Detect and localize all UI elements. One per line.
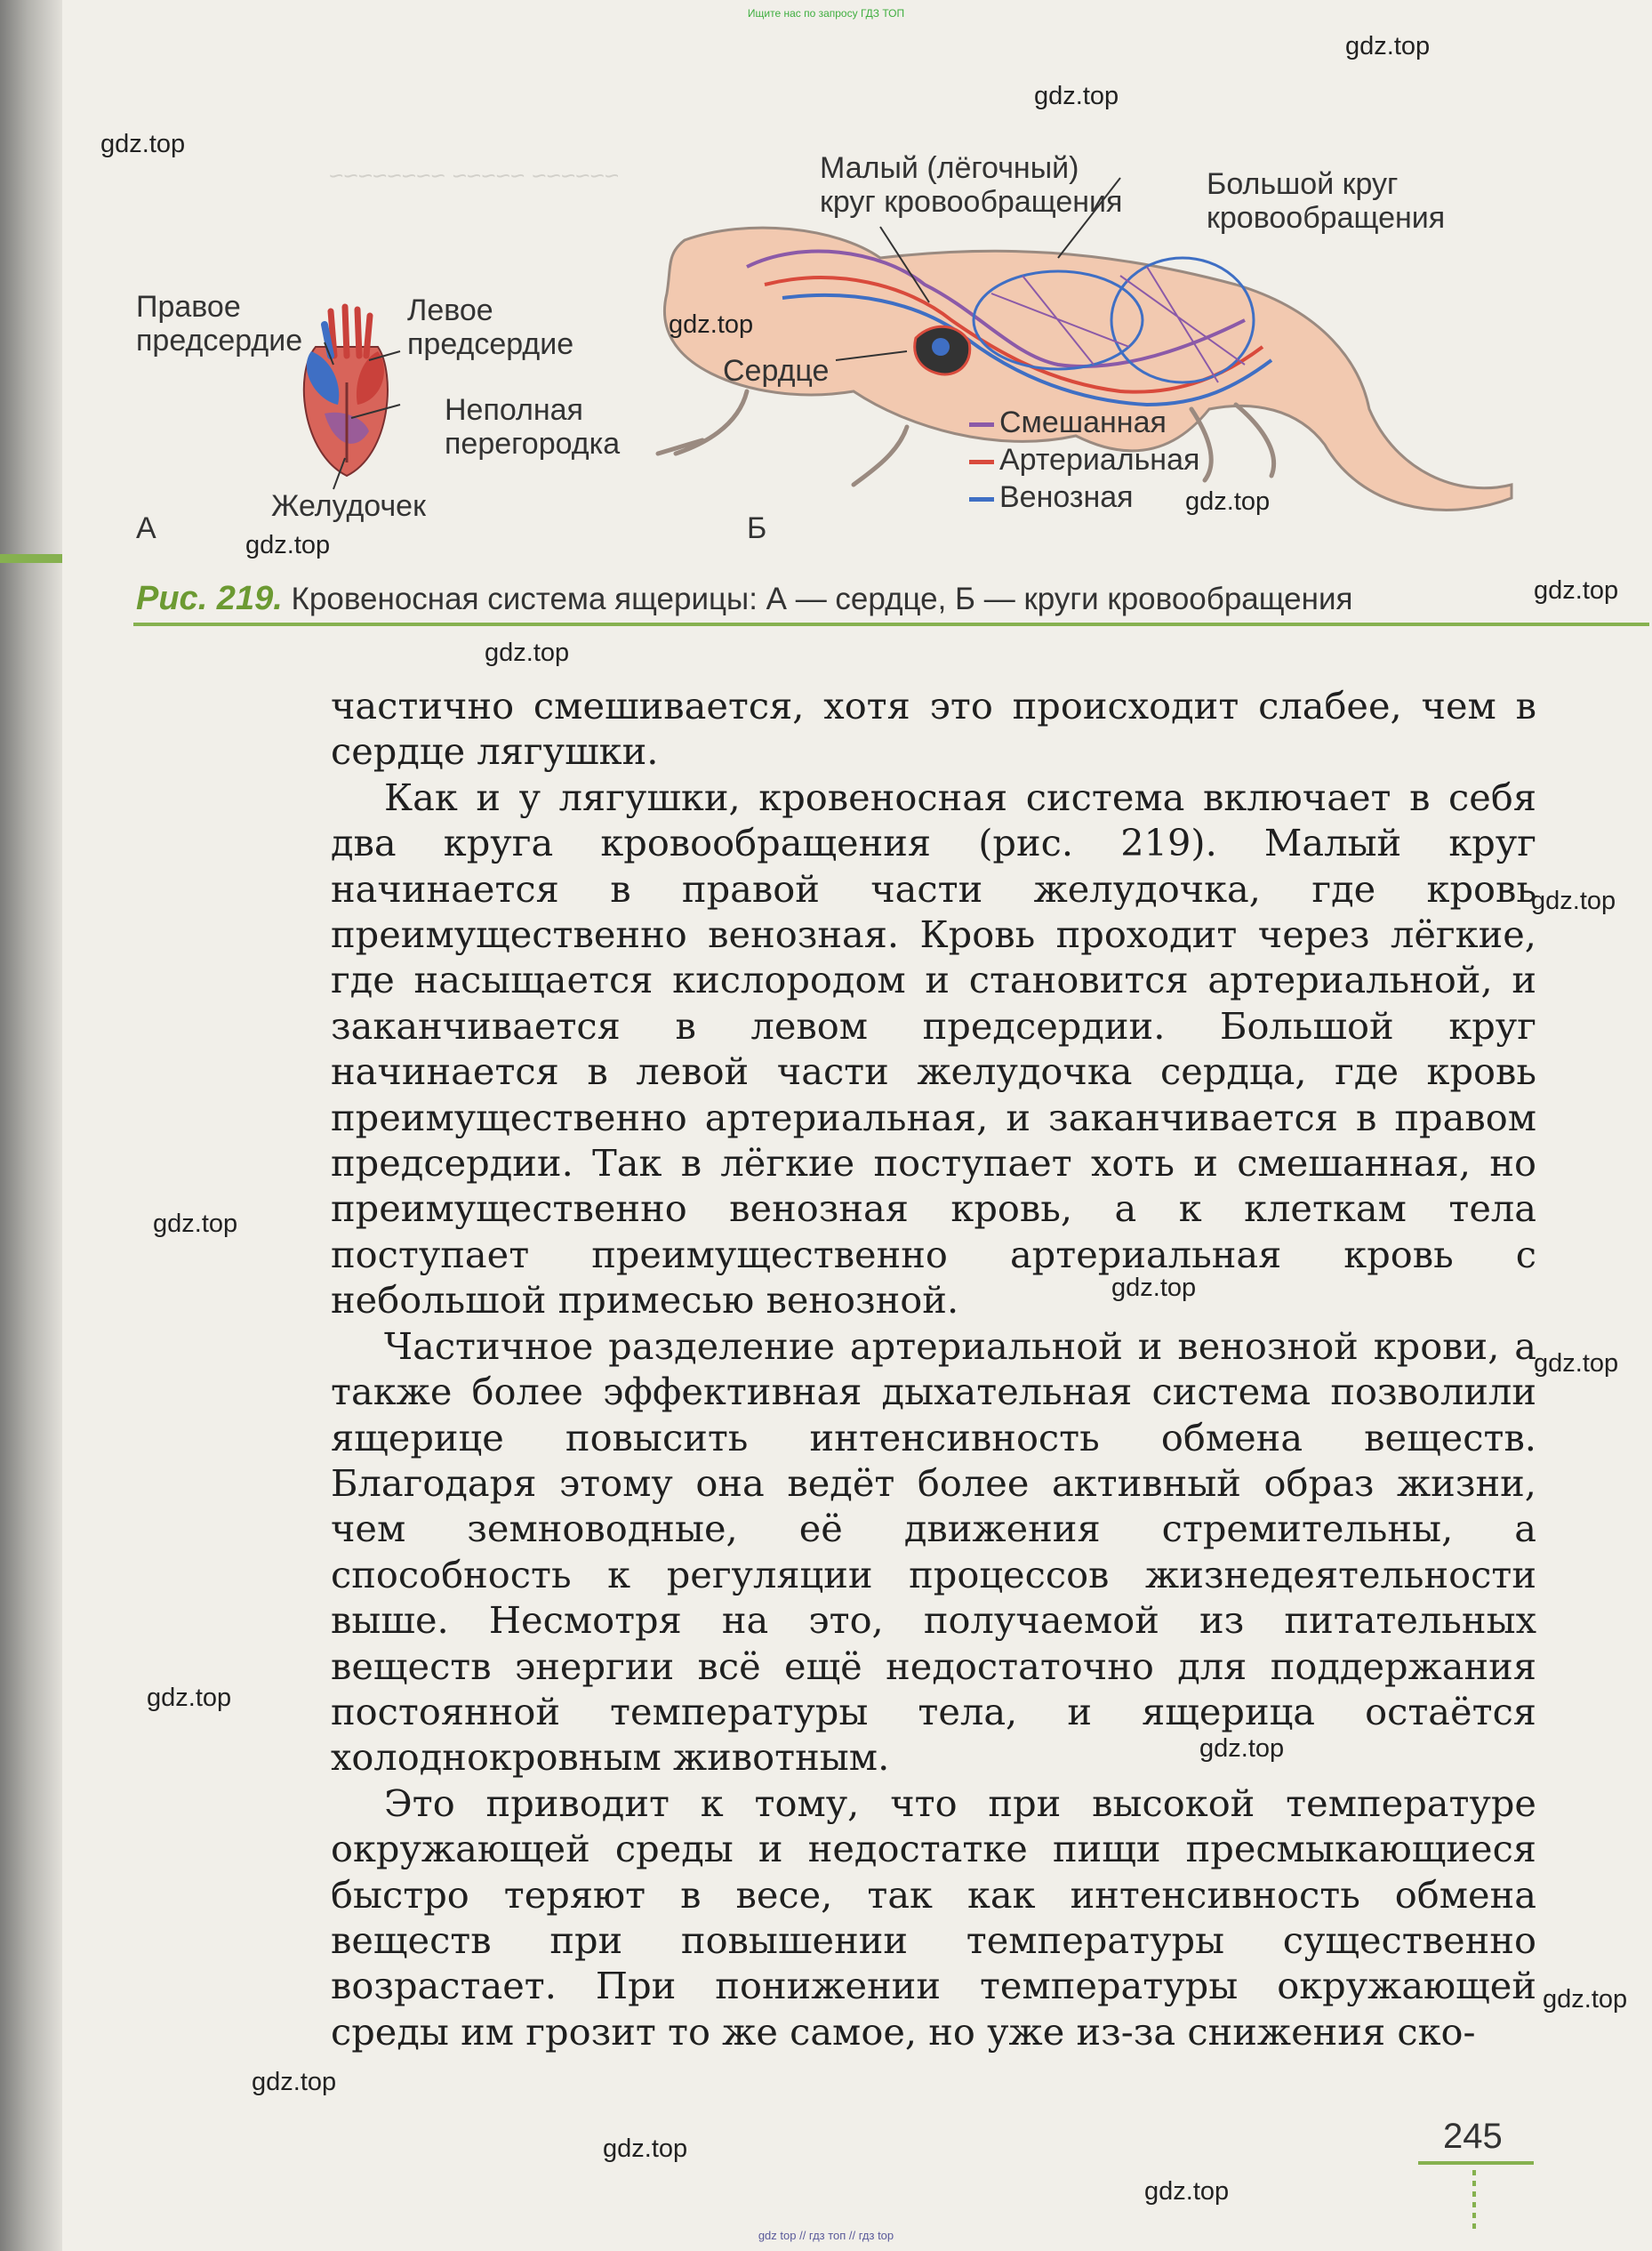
- legend-swatch: [969, 422, 994, 427]
- label-part-b: Б: [747, 511, 767, 545]
- heart-diagram-icon: [304, 307, 388, 476]
- page-number: 245: [1443, 2117, 1503, 2156]
- label-left-atrium: Левое предсердие: [407, 293, 574, 361]
- legend-swatch: [969, 460, 994, 464]
- bottom-banner: gdz top // гдз топ // гдз top: [758, 2229, 894, 2242]
- watermark: gdz.top: [1034, 82, 1119, 110]
- watermark: gdz.top: [1185, 487, 1271, 516]
- book-spine-shadow: [0, 0, 62, 2251]
- watermark: gdz.top: [153, 1210, 238, 1238]
- watermark: gdz.top: [603, 2134, 688, 2163]
- watermark: gdz.top: [669, 310, 754, 339]
- caption-divider: [133, 623, 1649, 626]
- watermark: gdz.top: [1531, 887, 1616, 915]
- paragraph: Это приводит к тому, что при высокой температуре окружающей среды и недостатке пищи пресмыкающиеся быстро теряют в весе, так как интенсивность обмена веществ при повышении температуры существенно возрастает. При понижении температуры окружающей среды им грозит то же самое, но уже из-за снижения ско-: [331, 1781, 1536, 2054]
- watermark: gdz.top: [1534, 1349, 1619, 1378]
- label-systemic-circuit: Большой круг кровообращения: [1207, 167, 1446, 235]
- paragraph: Как и у лягушки, кровеносная система включает в себя два круга кровообращения (рис. 219). Малый круг начинается в правой части желудочка, где кровь преимущественно венозная. Кровь проходит через лёгкие, где насыщается кислородом и становится артериальной, и заканчивается в левом предсердии. Большой круг начинается в левой части желудочка сердца, где кровь преимущественно артериальная, и заканчивается в правом предсердии. Так в лёгкие поступает хоть и смешанная, но преимущественно венозная кровь, а к клеткам тела поступает преимущественно артериальная кровь с небольшой примесью венозной.: [331, 775, 1536, 1322]
- figure-number: Рис. 219.: [136, 580, 283, 617]
- label-part-a: А: [136, 511, 156, 545]
- watermark: gdz.top: [1111, 1274, 1197, 1302]
- show-through: ~~~~~~ ~~~~~ ~~~~~~~~: [329, 162, 620, 189]
- paragraph: Частичное разделение артериальной и венозной крови, а также более эффективная дыхательная система позволили ящерице повысить интенсивность обмена веществ. Благодаря этому она ведёт более активный образ жизни, чем земноводные, её движения стремительны, а способность к регуляции процессов жизнедеятельности выше. Несмотря на это, получаемой из питательных веществ энергии всё ещё недостаточно для поддержания постоянной температуры тела, и ящерица остаётся холоднокровным животным.: [331, 1323, 1536, 1780]
- label-heart: Сердце: [723, 354, 830, 388]
- label-ventricle: Желудочек: [271, 489, 426, 523]
- page-number-rule: [1418, 2161, 1534, 2165]
- top-banner: Ищите нас по запросу ГДЗ ТОП: [747, 7, 905, 20]
- legend-label: Смешанная: [999, 406, 1167, 439]
- figure-caption: [136, 580, 1523, 618]
- watermark: gdz.top: [1199, 1734, 1285, 1763]
- legend-venous: [969, 480, 1134, 515]
- label-right-atrium: Правое предсердие: [136, 290, 303, 358]
- spine-green-accent: [0, 554, 62, 563]
- watermark: gdz.top: [485, 639, 570, 667]
- label-septum: Неполная перегородка: [445, 393, 621, 461]
- page-number-dots: [1472, 2170, 1476, 2232]
- watermark: gdz.top: [1534, 576, 1619, 605]
- figure-caption-text: Кровеносная система ящерицы: А — сердце, Б — круги кровообращения: [291, 582, 1353, 616]
- watermark: gdz.top: [245, 531, 331, 559]
- legend-label: Венозная: [999, 480, 1134, 514]
- watermark: gdz.top: [1345, 32, 1431, 60]
- legend-swatch: [969, 497, 994, 502]
- paragraph: частично смешивается, хотя это происходит слабее, чем в сердце лягушки.: [331, 684, 1536, 774]
- watermark: gdz.top: [1543, 1985, 1628, 2014]
- body-text: [331, 683, 1536, 2054]
- label-pulmonary-circuit: Малый (лёгочный) круг кровообращения: [820, 151, 1123, 219]
- legend-mixed: [969, 406, 1167, 440]
- watermark: gdz.top: [252, 2068, 337, 2096]
- watermark: gdz.top: [100, 130, 186, 158]
- legend-arterial: [969, 443, 1199, 478]
- watermark: gdz.top: [147, 1684, 232, 1712]
- figure-219: [124, 133, 1529, 551]
- watermark: gdz.top: [1144, 2177, 1230, 2206]
- legend-label: Артериальная: [999, 443, 1200, 477]
